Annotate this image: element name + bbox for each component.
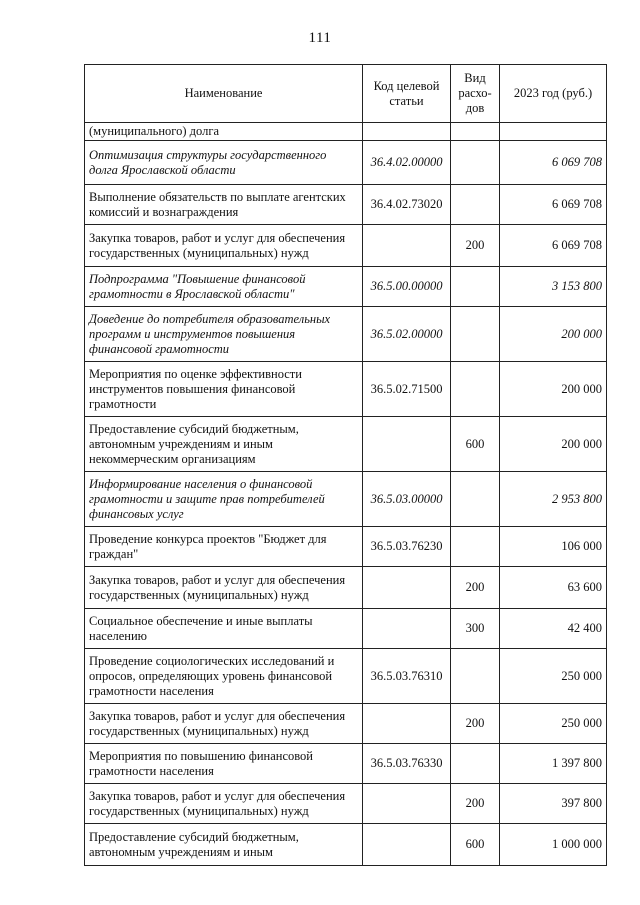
header-amount: 2023 год (руб.) <box>500 65 607 123</box>
table-row <box>85 609 607 649</box>
row-kind <box>451 472 500 527</box>
header-kind: Вид расхо-дов <box>451 65 500 123</box>
row-code: 36.5.03.76330 <box>363 744 451 784</box>
row-name: Мероприятия по повышению финансовой грамотности населения <box>85 744 363 784</box>
row-amount: 1 397 800 <box>500 744 607 784</box>
table-row <box>85 362 607 417</box>
row-amount: 2 953 800 <box>500 472 607 527</box>
row-code <box>363 567 451 609</box>
row-name: Проведение конкурса проектов "Бюджет для граждан" <box>85 527 363 567</box>
row-code: 36.5.02.71500 <box>363 362 451 417</box>
row-amount: 250 000 <box>500 704 607 744</box>
row-kind: 600 <box>451 824 500 866</box>
table-row <box>85 649 607 704</box>
row-code <box>363 417 451 472</box>
table-row <box>85 567 607 609</box>
table-row <box>85 307 607 362</box>
table-row <box>85 784 607 824</box>
row-amount: 3 153 800 <box>500 267 607 307</box>
row-kind: 200 <box>451 784 500 824</box>
table-row <box>85 185 607 225</box>
row-name: Предоставление субсидий бюджетным, автономным учреждениям и иным <box>85 824 363 866</box>
row-amount: 6 069 708 <box>500 225 607 267</box>
row-name: Доведение до потребителя образовательных программ и инструментов повышения финансовой грамотности <box>85 307 363 362</box>
row-name: Проведение социологических исследований и опросов, определяющих уровень финансовой грамотности населения <box>85 649 363 704</box>
row-code: 36.4.02.73020 <box>363 185 451 225</box>
row-kind: 300 <box>451 609 500 649</box>
row-amount: 6 069 708 <box>500 141 607 185</box>
row-kind: 600 <box>451 417 500 472</box>
row-kind: 200 <box>451 704 500 744</box>
row-amount: 200 000 <box>500 417 607 472</box>
row-name: Мероприятия по оценке эффективности инструментов повышения финансовой грамотности <box>85 362 363 417</box>
row-amount: 200 000 <box>500 362 607 417</box>
row-kind <box>451 267 500 307</box>
row-kind: 200 <box>451 567 500 609</box>
row-amount: 106 000 <box>500 527 607 567</box>
row-amount: 6 069 708 <box>500 185 607 225</box>
row-name: Закупка товаров, работ и услуг для обеспечения государственных (муниципальных) нужд <box>85 784 363 824</box>
row-code <box>363 225 451 267</box>
row-name: Закупка товаров, работ и услуг для обеспечения государственных (муниципальных) нужд <box>85 704 363 744</box>
row-code <box>363 824 451 866</box>
row-kind <box>451 307 500 362</box>
row-amount: 1 000 000 <box>500 824 607 866</box>
row-kind: 200 <box>451 225 500 267</box>
table-row <box>85 527 607 567</box>
header-row <box>85 65 607 123</box>
row-amount: 200 000 <box>500 307 607 362</box>
row-code <box>363 784 451 824</box>
row-name: Закупка товаров, работ и услуг для обеспечения государственных (муниципальных) нужд <box>85 567 363 609</box>
row-code: 36.5.03.00000 <box>363 472 451 527</box>
row-kind <box>451 141 500 185</box>
table-row <box>85 417 607 472</box>
budget-table <box>84 64 607 866</box>
page-number: 111 <box>308 30 332 46</box>
row-name: Оптимизация структуры государственного долга Ярославской области <box>85 141 363 185</box>
table-row <box>85 744 607 784</box>
row-name: Информирование населения о финансовой грамотности и защите прав потребителей финансовых услуг <box>85 472 363 527</box>
table-row <box>85 123 607 141</box>
header-name: Наименование <box>85 65 363 123</box>
row-code <box>363 704 451 744</box>
table-body <box>85 123 607 866</box>
row-kind <box>451 362 500 417</box>
row-amount: 42 400 <box>500 609 607 649</box>
row-code: 36.4.02.00000 <box>363 141 451 185</box>
row-name: (муниципального) долга <box>85 123 363 141</box>
table-row <box>85 472 607 527</box>
row-name: Подпрограмма "Повышение финансовой грамотности в Ярославской области" <box>85 267 363 307</box>
row-name: Закупка товаров, работ и услуг для обеспечения государственных (муниципальных) нужд <box>85 225 363 267</box>
row-code <box>363 123 451 141</box>
row-kind <box>451 185 500 225</box>
row-amount: 63 600 <box>500 567 607 609</box>
row-name: Выполнение обязательств по выплате агентских комиссий и вознаграждения <box>85 185 363 225</box>
table-row <box>85 267 607 307</box>
table-row <box>85 141 607 185</box>
row-code: 36.5.03.76230 <box>363 527 451 567</box>
header-code: Код целевой статьи <box>363 65 451 123</box>
row-kind <box>451 744 500 784</box>
table-row <box>85 704 607 744</box>
row-amount: 250 000 <box>500 649 607 704</box>
row-code: 36.5.02.00000 <box>363 307 451 362</box>
row-code: 36.5.03.76310 <box>363 649 451 704</box>
table-row <box>85 824 607 866</box>
row-kind <box>451 649 500 704</box>
row-code: 36.5.00.00000 <box>363 267 451 307</box>
row-code <box>363 609 451 649</box>
table-row <box>85 225 607 267</box>
table-header <box>85 65 607 123</box>
row-name: Предоставление субсидий бюджетным, автономным учреждениям и иным некоммерческим организациям <box>85 417 363 472</box>
row-kind <box>451 123 500 141</box>
row-amount <box>500 123 607 141</box>
row-kind <box>451 527 500 567</box>
row-amount: 397 800 <box>500 784 607 824</box>
row-name: Социальное обеспечение и иные выплаты населению <box>85 609 363 649</box>
